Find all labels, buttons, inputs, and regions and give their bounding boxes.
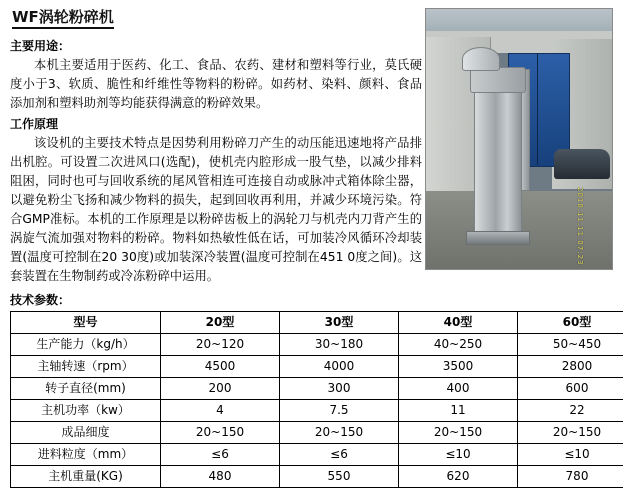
table-cell: 780 [518, 466, 623, 488]
photo-door-split [537, 53, 538, 165]
table-cell: 400 [399, 378, 518, 400]
table-header-cell: 30型 [280, 312, 399, 334]
table-header-cell: 40型 [399, 312, 518, 334]
table-cell: 11 [399, 400, 518, 422]
table-cell: 22 [518, 400, 623, 422]
table-row [11, 378, 623, 400]
table-row-label: 生产能力（kg/h） [11, 334, 161, 356]
table-cell: 300 [280, 378, 399, 400]
principle-label: 工作原理 [10, 116, 613, 132]
table-header-cell: 型号 [11, 312, 161, 334]
table-cell: 3500 [399, 356, 518, 378]
table-cell: 50~450 [518, 334, 623, 356]
table-header-row [11, 312, 623, 334]
table-row-label: 主轴转速（rpm） [11, 356, 161, 378]
table-row-label: 成品细度 [11, 422, 161, 444]
table-cell: 20~120 [161, 334, 280, 356]
table-cell: 4500 [161, 356, 280, 378]
table-cell: 480 [161, 466, 280, 488]
photo-machine-body [474, 87, 522, 239]
table-header-cell: 60型 [518, 312, 623, 334]
table-row-label: 主机重量(KG) [11, 466, 161, 488]
photo-machine-base [466, 231, 530, 245]
uses-label: 主要用途： [10, 38, 613, 54]
table-row-label: 主机功率（kw） [11, 400, 161, 422]
uses-paragraph: 本机主要适用于医药、化工、食品、农药、建材和塑料等行业，莫氏硬度小于3、软质、脆性和纤维性等物料的粉碎。如药材、染料、颜料、食品添加剂和塑料助剂等均能获得满意的粉碎效果。 [10, 56, 422, 113]
table-row [11, 422, 623, 444]
table-row-label: 转子直径(mm) [11, 378, 161, 400]
table-row [11, 444, 623, 466]
table-cell: 20~150 [399, 422, 518, 444]
table-cell: 40~250 [399, 334, 518, 356]
table-row [11, 334, 623, 356]
table-cell: 4 [161, 400, 280, 422]
table-cell: 2800 [518, 356, 623, 378]
table-cell: ≤6 [161, 444, 280, 466]
page-title: WF涡轮粉碎机 [12, 8, 114, 29]
table-header-cell: 20型 [161, 312, 280, 334]
table-cell: 200 [161, 378, 280, 400]
product-photo [425, 8, 613, 270]
table-row [11, 356, 623, 378]
table-row [11, 466, 623, 488]
table-cell: 620 [399, 466, 518, 488]
table-cell: 20~150 [280, 422, 399, 444]
table-cell: 600 [518, 378, 623, 400]
table-row-label: 进料粒度（mm） [11, 444, 161, 466]
table-cell: 550 [280, 466, 399, 488]
table-row [11, 400, 623, 422]
specs-label: 技术参数： [10, 292, 613, 308]
table-cell: ≤10 [399, 444, 518, 466]
table-cell: ≤6 [280, 444, 399, 466]
table-cell: 20~150 [161, 422, 280, 444]
table-cell: 4000 [280, 356, 399, 378]
principle-paragraph: 该设机的主要技术特点是因势利用粉碎刀产生的动压能迅速地将产品排出机腔。可设置二次进风口(选配)，使机壳内腔形成一股气垫，以减少排料阻困，同时也可与回收系统的尾风管相连可连接自动或脉冲式箱体除尘器，以避免粉尘飞扬和减少物料的损失，起到回收再利用，并减少环境污染。符合GMP准标。本机的工作原理是以粉碎齿板上的涡轮刀与机壳内刀背产生的涡旋气流加强对物料的粉碎。物料如热敏性低在话，可加装冷风循环冷却装置(温度可控制在20 30度)或加装深冷装置(温度可控制在451 0度之间)。这套装置在生物制药或冷冻粉碎中运用。 [10, 134, 422, 286]
photo-car [554, 149, 610, 179]
photo-timestamp-stamp: 2010.11.11 07:23 [576, 187, 584, 265]
table-cell: 30~180 [280, 334, 399, 356]
photo-machine-hopper [462, 47, 500, 71]
table-cell: 20~150 [518, 422, 623, 444]
specs-table [10, 311, 623, 488]
table-cell: ≤10 [518, 444, 623, 466]
table-cell: 7.5 [280, 400, 399, 422]
